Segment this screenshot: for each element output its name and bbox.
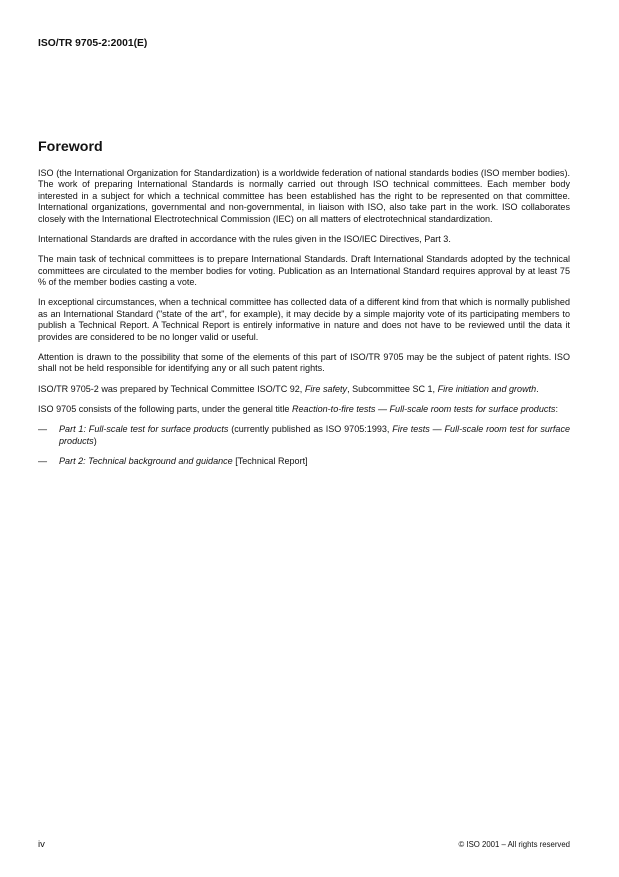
- part-1-title: Part 1: Full-scale test for surface products: [59, 424, 229, 435]
- colon: :: [555, 403, 558, 414]
- period: .: [536, 383, 539, 394]
- fire-initiation-title: Fire initiation and growth: [437, 383, 537, 394]
- part-2-text: [59, 456, 570, 467]
- part-1-note: (currently published as ISO 9705:1993,: [228, 424, 393, 435]
- list-item-part-1: [38, 424, 570, 447]
- paragraph-parts-intro: [38, 404, 570, 415]
- page-title: Foreword: [38, 139, 103, 155]
- foreword-body: [38, 168, 570, 476]
- document-id-header: ISO/TR 9705-2:2001(E): [38, 38, 148, 49]
- paragraph-iso-federation: ISO (the International Organization for Standardization) is a worldwide federation of national standards bodies (ISO member bodies). The work of preparing International Standards is normally carried out through ISO technical committees. Each member body interested in a subject for which a technical committee has been established has the right to be represented on that committee. International organizations, governmental and non-governmental, in liaison with ISO, also take part in the work. ISO collaborates closely with the International Electrotechnical Commission (IEC) on all matters of electrotechnical standardization.: [38, 168, 570, 224]
- paragraph-committee-task: The main task of technical committees is to prepare International Standards. Draft International Standards adopted by the technical committees are circulated to the member bodies for voting. Publication as an International Standard requires approval by at least 75 % of the member bodies casting a vote.: [38, 254, 570, 288]
- general-title: Reaction-to-fire tests — Full-scale room tests for surface products: [291, 403, 556, 414]
- closing-paren: ): [93, 435, 97, 446]
- paragraph-patent-rights: Attention is drawn to the possibility that some of the elements of this part of ISO/TR 9705 may be the subject of patent rights. ISO shall not be held responsible for identifying any or all such patent rights.: [38, 351, 570, 374]
- parts-intro-text: ISO 9705 consists of the following parts, under the general title: [38, 403, 292, 414]
- part-2-note: [Technical Report]: [232, 455, 308, 466]
- em-dash-bullet: —: [38, 455, 48, 466]
- part-2-title: Part 2: Technical background and guidance: [59, 455, 233, 466]
- paragraph-prepared-by: [38, 384, 570, 395]
- part-1-fire-tests-title: Fire tests — Full-scale room test for surface products: [59, 424, 571, 446]
- page-number: iv: [38, 839, 45, 850]
- em-dash-bullet: —: [38, 424, 48, 435]
- fire-safety-title: Fire safety: [304, 383, 348, 394]
- prepared-by-text: ISO/TR 9705-2 was prepared by Technical Committee ISO/TC 92,: [38, 383, 305, 394]
- copyright-notice: © ISO 2001 – All rights reserved: [458, 840, 570, 849]
- paragraph-directives: International Standards are drafted in accordance with the rules given in the ISO/IEC Directives, Part 3.: [38, 233, 451, 244]
- part-1-text: [59, 424, 570, 447]
- list-item-part-2: [38, 456, 570, 467]
- subcommittee-text: , Subcommittee SC 1,: [347, 383, 438, 394]
- paragraph-technical-report: In exceptional circumstances, when a technical committee has collected data of a different kind from that which is normally published as an International Standard ("state of the art", for example), it may decide by a simple majority vote of its participating members to publish a Technical Report. A Technical Report is entirely informative in nature and does not have to be reviewed until the data it provides are considered to be no longer valid or useful.: [38, 297, 570, 342]
